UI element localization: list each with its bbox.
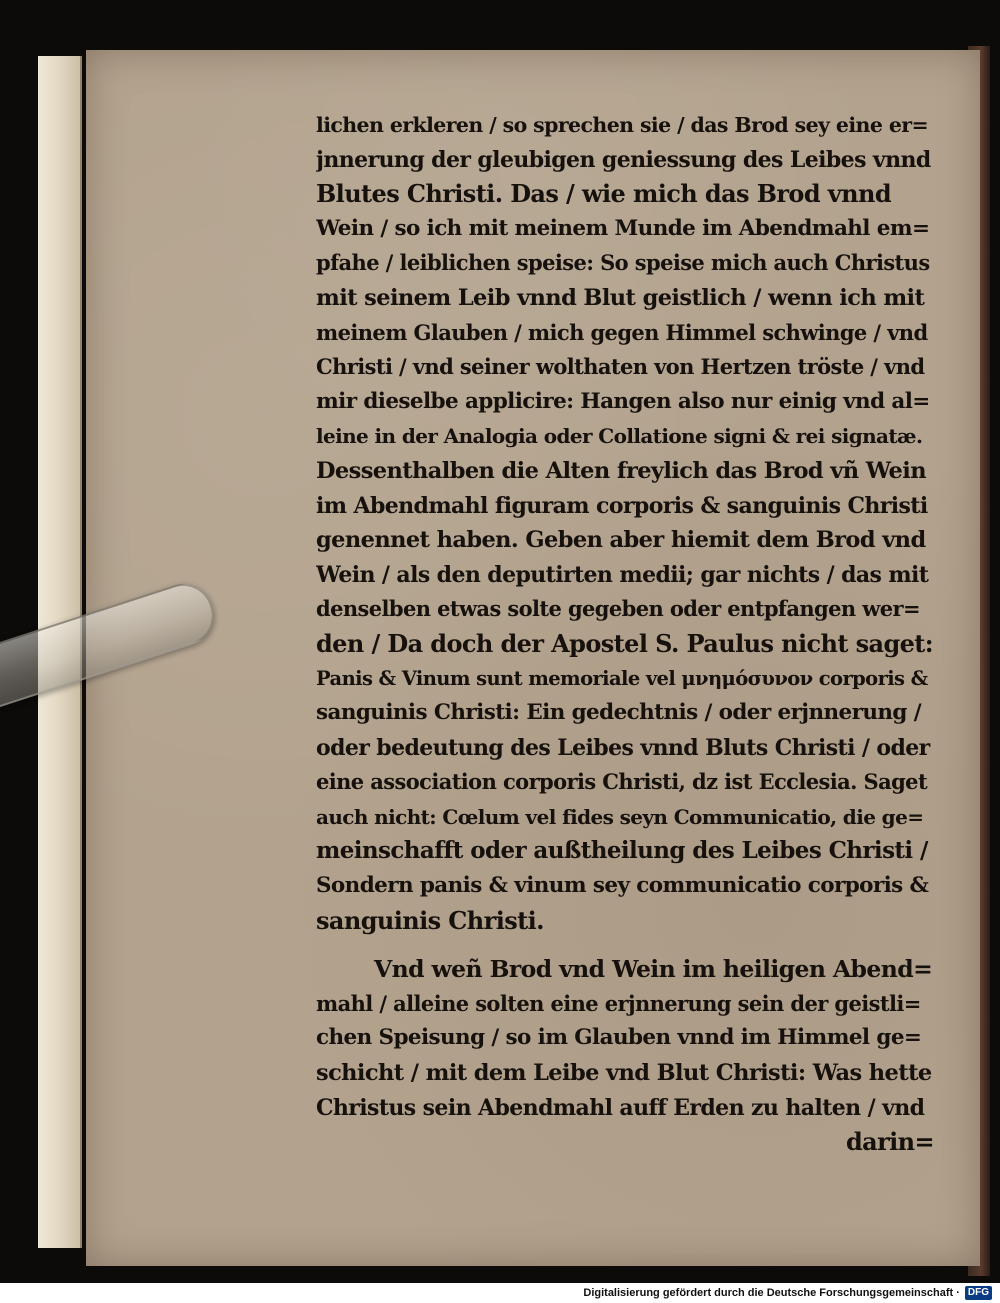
text-line: Christus sein Abendmahl auff Erden zu halten / vnd [316, 1094, 925, 1121]
dfg-logo[interactable]: DFG [965, 1286, 992, 1300]
text-line: Panis & Vinum sunt memoriale vel μνημόσυνον corporis & [316, 666, 928, 690]
text-line: mahl / alleine solten eine erjnnerung sein der geistli= [316, 990, 921, 1016]
text-line: Wein / so ich mit meinem Munde im Abendmahl em= [316, 215, 930, 241]
text-line: schicht / mit dem Leibe vnd Blut Christi: Was hette [316, 1060, 932, 1087]
text-line: mit seinem Leib vnnd Blut geistlich / wenn ich mit [316, 284, 925, 311]
text-line: lichen erkleren / so sprechen sie / das Brod sey eine er= [316, 113, 929, 137]
text-line: chen Speisung / so im Glauben vnnd im Himmel ge= [316, 1025, 922, 1051]
text-line: Dessenthalben die Alten freylich das Brod vñ Wein [316, 457, 926, 484]
text-line: eine association corporis Christi, dz ist Ecclesia. Saget [316, 769, 928, 795]
text-line: Christi / vnd seiner wolthaten von Hertzen tröste / vnd [316, 354, 925, 380]
text-line: oder bedeutung des Leibes vnnd Bluts Christi / oder [316, 734, 930, 761]
text-line: sanguinis Christi: Ein gedechtnis / oder erjnnerung / [316, 700, 921, 726]
footer-bar [0, 1283, 1000, 1303]
text-line: Wein / als den deputirten medii; gar nichts / das mit [316, 561, 929, 588]
text-line: jnnerung der gleubigen geniessung des Leibes vnnd [316, 146, 931, 173]
text-line: sanguinis Christi. [316, 905, 544, 935]
paragraph-first-line: Vnd weñ Brod vnd Wein im heiligen Abend= [374, 955, 933, 984]
text-line: denselben etwas solte gegeben oder entpfangen wer= [316, 596, 920, 622]
text-line: genennet haben. Geben aber hiemit dem Brod vnd [316, 527, 926, 554]
text-line: meinschafft oder außtheilung des Leibes Christi / [316, 837, 928, 865]
text-line: auch nicht: Cœlum vel fides seyn Communicatio, die ge= [316, 804, 924, 829]
text-line: meinem Glauben / mich gegen Himmel schwinge / vnd [316, 319, 928, 345]
page-text [316, 108, 934, 1160]
text-line: Blutes Christi. Das / wie mich das Brod vnnd [316, 179, 891, 209]
text-line: pfahe / leiblichen speise: So speise mich auch Christus [316, 250, 930, 276]
text-line: leine in der Analogia oder Collatione signi & rei signatæ. [316, 424, 923, 449]
text-line: im Abendmahl figuram corporis & sanguinis Christi [316, 492, 928, 519]
catchword: darin= [845, 1127, 934, 1157]
text-line: mir dieselbe applicire: Hangen also nur einig vnd al= [316, 388, 930, 414]
funding-credit: Digitalisierung gefördert durch die Deutsche Forschungsgemeinschaft · [583, 1287, 960, 1299]
text-line: Sondern panis & vinum sey communicatio corporis & [316, 873, 929, 899]
text-line: den / Da doch der Apostel S. Paulus nicht saget: [316, 628, 934, 658]
